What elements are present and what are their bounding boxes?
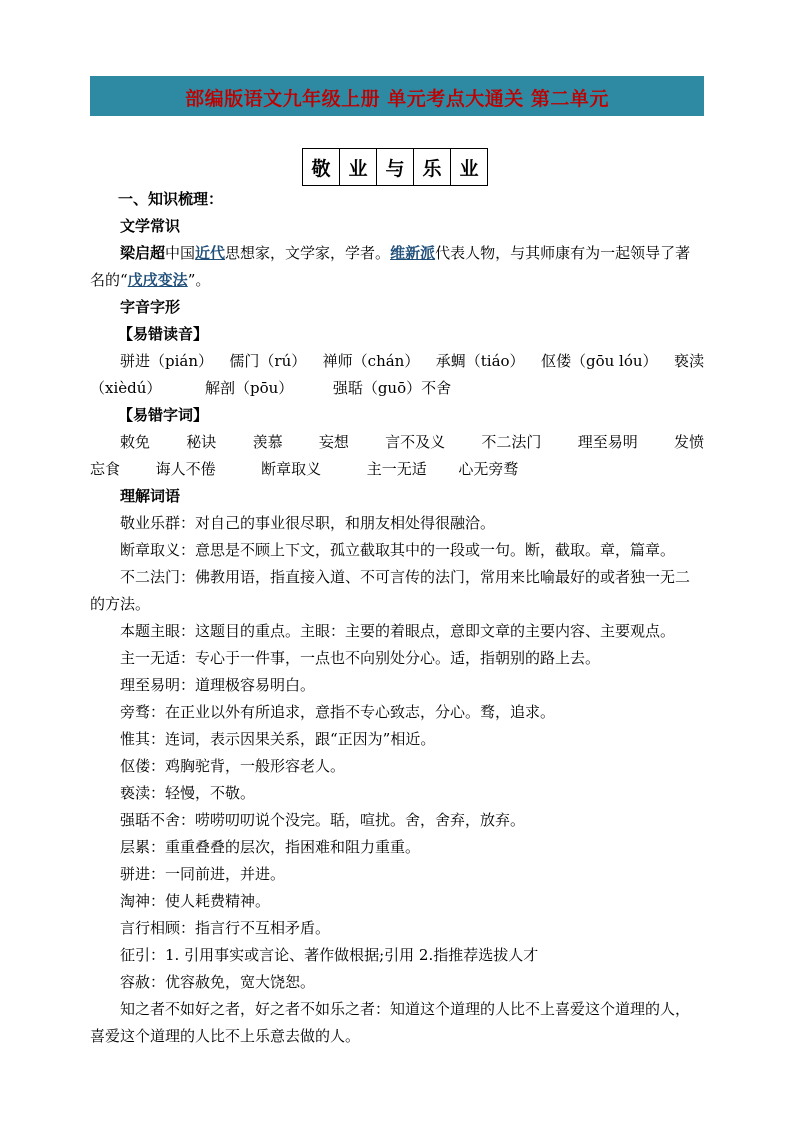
words-line-2 (90, 456, 704, 483)
section-heading-vocab: 理解词语 (120, 487, 181, 505)
word-item: 妄想 (318, 433, 349, 451)
section-heading-knowledge: 一、知识梳理： (118, 190, 224, 208)
pron-item: 骈进（pián） (120, 352, 214, 370)
word-item: 敕免 (120, 433, 151, 451)
section-heading-pronunciation: 字音字形 (120, 298, 181, 316)
label-error-word: 【易错字词】 (118, 406, 209, 424)
link-wuxu-reform[interactable]: 戊戌变法 (127, 271, 188, 289)
word-item: 心无旁骛 (458, 460, 519, 478)
literature-paragraph (90, 240, 704, 294)
word-item: 秘诀 (186, 433, 217, 451)
author-name: 梁启超 (120, 244, 166, 262)
text-segment: 中国 (165, 244, 196, 262)
pronunciation-line-1 (90, 348, 704, 375)
vocab-item: 敬业乐群：对自己的事业很尽职，和朋友相处得很融洽。 (120, 514, 496, 532)
pron-item: （xièdú） (90, 379, 162, 397)
vocab-item: 不二法门：佛教用语，指直接入道、不可言传的法门，常用来比喻最好的或者独一无二的方法。 (90, 568, 691, 613)
text-segment: 代表人物，与其师康有为一起领导了著名的“ (90, 244, 691, 289)
vocab-item: 言行相顾：指言行不互相矛盾。 (120, 919, 331, 937)
vocab-item: 知之者不如好之者，好之者不如乐之者：知道这个道理的人比不上喜爱这个道理的人，喜爱这个道理的人比不上乐意去做的人。 (90, 1000, 691, 1045)
link-weixinpai[interactable]: 维新派 (390, 244, 436, 262)
lesson-title-char: 业 (451, 149, 488, 186)
pron-item: 强聒（guō）不舍 (332, 379, 452, 397)
word-item: 诲人不倦 (155, 460, 216, 478)
words-line-1 (90, 429, 704, 456)
header-banner (90, 76, 704, 116)
link-jindai[interactable]: 近代 (195, 244, 226, 262)
pron-item: 伛偻（gōu lóu） (540, 352, 658, 370)
lesson-title-char: 与 (377, 149, 414, 186)
pron-item: 禅师（chán） (322, 352, 420, 370)
word-item: 主一无适 (366, 460, 427, 478)
vocab-item: 旁骛：在正业以外有所追求，意指不专心致志，分心。骛，追求。 (120, 703, 556, 721)
lesson-title-table (302, 148, 488, 186)
lesson-title-char: 敬 (303, 149, 340, 186)
lesson-title-char: 乐 (414, 149, 451, 186)
vocab-item: 断章取义：意思是不顾上下文，孤立截取其中的一段或一句。断，截取。章，篇章。 (120, 541, 676, 559)
section-heading-literature: 文学常识 (120, 217, 181, 235)
word-item: 发愤 (673, 433, 704, 451)
lesson-title-char: 业 (340, 149, 377, 186)
vocab-item: 伛偻：鸡胸驼背，一般形容老人。 (120, 757, 346, 775)
pron-item: 亵渎 (673, 352, 704, 370)
pron-item: 承蜩（tiáo） (435, 352, 525, 370)
vocab-item: 主一无适：专心于一件事，一点也不向别处分心。适，指朝别的路上去。 (120, 649, 601, 667)
word-item: 言不及义 (385, 433, 446, 451)
word-item: 不二法门 (481, 433, 542, 451)
vocab-item: 惟其：连词，表示因果关系，跟“正因为”相近。 (120, 730, 436, 748)
pronunciation-line-2 (90, 375, 704, 402)
word-item: 理至易明 (577, 433, 638, 451)
text-segment: 思想家，文学家，学者。 (225, 244, 391, 262)
vocab-item: 征引：1. 引用事实或言论、著作做根据;引用 2.指推荐选拔人才 (120, 946, 539, 964)
vocab-item: 容赦：优容赦免，宽大饶恕。 (120, 973, 316, 991)
vocab-item: 层累：重重叠叠的层次，指困难和阻力重重。 (120, 838, 421, 856)
vocab-item: 淘神：使人耗费精神。 (120, 892, 271, 910)
label-error-sound: 【易错读音】 (118, 325, 209, 343)
vocab-item: 理至易明：道理极容易明白。 (120, 676, 316, 694)
word-item: 羡慕 (252, 433, 283, 451)
vocab-item: 强聒不舍：唠唠叨叨说个没完。聒，喧扰。舍，舍弃，放弃。 (120, 811, 526, 829)
word-item: 断章取义 (261, 460, 322, 478)
vocab-item: 骈进：一同前进，并进。 (120, 865, 286, 883)
text-segment: ”。 (187, 271, 211, 289)
vocab-item: 本题主眼：这题目的重点。主眼：主要的着眼点，意即文章的主要内容、主要观点。 (120, 622, 676, 640)
vocab-item: 亵渎：轻慢，不敬。 (120, 784, 256, 802)
document-body (90, 186, 704, 1050)
word-item: 忘食 (90, 460, 121, 478)
page-title: 部编版语文九年级上册 单元考点大通关 第二单元 (185, 88, 609, 110)
pron-item: 儒门（rú） (229, 352, 307, 370)
pron-item: 解剖（pōu） (204, 379, 294, 397)
